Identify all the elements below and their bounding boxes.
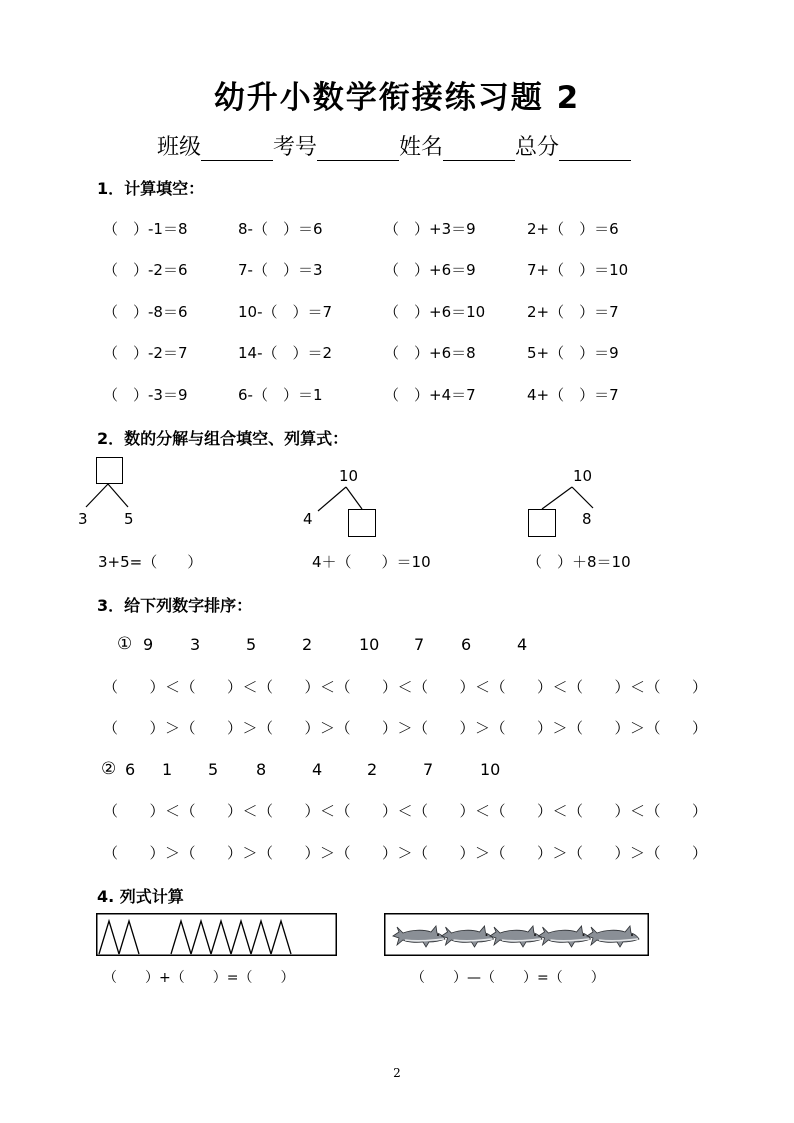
calc-item[interactable]: （ ）+3＝9 — [384, 220, 476, 238]
calc-item[interactable]: （ ）+6＝8 — [384, 344, 476, 362]
calc-item[interactable]: 7-（ ）＝3 — [238, 261, 323, 279]
calc-item[interactable]: （ ）-2＝6 — [103, 261, 188, 279]
sort-number: 9 — [143, 635, 154, 654]
q1-greater-row[interactable]: （ ）＞（ ）＞（ ）＞（ ）＞（ ）＞（ ）＞（ ）＞（ ） — [103, 719, 708, 737]
section4-heading: 4. 列式计算 — [97, 887, 184, 906]
sort-number: 1 — [162, 760, 173, 779]
q1-less-row[interactable]: （ ）＜（ ）＜（ ）＜（ ）＜（ ）＜（ ）＜（ ）＜（ ） — [103, 678, 708, 696]
sort-number: 2 — [367, 760, 378, 779]
tree2-top: 10 — [339, 467, 359, 485]
section2-heading: 2．数的分解与组合填空、列算式： — [97, 429, 349, 448]
tree1-left: 3 — [78, 510, 88, 528]
calc-item[interactable]: （ ）+4＝7 — [384, 386, 476, 404]
calc-item[interactable]: 7+（ ）＝10 — [527, 261, 629, 279]
tree3-top: 10 — [573, 467, 593, 485]
sort-number: 7 — [423, 760, 434, 779]
tree1-right: 5 — [124, 510, 134, 528]
calc-item[interactable]: 2+（ ）＝7 — [527, 303, 619, 321]
calc-item[interactable]: （ ）-2＝7 — [103, 344, 188, 362]
sort-number: 6 — [461, 635, 472, 654]
sort-number: 4 — [312, 760, 323, 779]
sort-number: 8 — [256, 760, 267, 779]
section1-heading: 1．计算填空： — [97, 179, 205, 198]
sort-number: 7 — [414, 635, 425, 654]
tree1-equation: 3+5=（ ） — [98, 553, 203, 571]
page-title: 幼升小数学衔接练习题 2 — [213, 80, 581, 116]
number-label: 考号 — [273, 135, 318, 160]
q2-greater-row[interactable]: （ ）＞（ ）＞（ ）＞（ ）＞（ ）＞（ ）＞（ ）＞（ ） — [103, 844, 708, 862]
triangle-picture — [96, 913, 337, 956]
sort-number: 5 — [246, 635, 257, 654]
left-equation[interactable]: （ ）+（ ）=（ ） — [103, 970, 295, 986]
shark-picture — [384, 913, 649, 956]
tree2-right-box[interactable] — [348, 509, 376, 537]
calc-item[interactable]: （ ）+6＝9 — [384, 261, 476, 279]
sort-number: 4 — [517, 635, 528, 654]
calc-item[interactable]: （ ）-8＝6 — [103, 303, 188, 321]
calc-item[interactable]: 8-（ ）＝6 — [238, 220, 323, 238]
sort-number: 5 — [208, 760, 219, 779]
calc-item[interactable]: 6-（ ）＝1 — [238, 386, 323, 404]
tree3-right: 8 — [582, 510, 592, 528]
calc-item[interactable]: 10-（ ）＝7 — [238, 303, 333, 321]
tree2-equation: 4＋（ ）＝10 — [312, 553, 431, 571]
calc-item[interactable]: （ ）-1＝8 — [103, 220, 188, 238]
sort-number: 3 — [190, 635, 201, 654]
q2-less-row[interactable]: （ ）＜（ ）＜（ ）＜（ ）＜（ ）＜（ ）＜（ ）＜（ ） — [103, 802, 708, 820]
sort-number: 2 — [302, 635, 313, 654]
calc-item[interactable]: 14-（ ）＝2 — [238, 344, 333, 362]
score-label: 总分 — [515, 135, 560, 160]
calc-item[interactable]: 2+（ ）＝6 — [527, 220, 619, 238]
section3-heading: 3．给下列数字排序： — [97, 596, 253, 615]
sort-number: 6 — [125, 760, 136, 779]
right-equation[interactable]: （ ）—（ ）=（ ） — [411, 970, 605, 986]
sort-number: 10 — [480, 760, 501, 779]
calc-item[interactable]: 4+（ ）＝7 — [527, 386, 619, 404]
tree2-left: 4 — [303, 510, 313, 528]
name-label: 姓名 — [399, 135, 444, 160]
calc-item[interactable]: （ ）+6＝10 — [384, 303, 486, 321]
calc-item[interactable]: 5+（ ）＝9 — [527, 344, 619, 362]
page-number: 2 — [393, 1066, 401, 1080]
class-label: 班级 — [157, 135, 202, 160]
sort-number: 10 — [359, 635, 380, 654]
q2-marker: ② — [101, 759, 117, 779]
tree3-equation: （ ）＋8＝10 — [527, 553, 631, 571]
calc-item[interactable]: （ ）-3＝9 — [103, 386, 188, 404]
q1-marker: ① — [117, 634, 133, 654]
tree3-left-box[interactable] — [528, 509, 556, 537]
